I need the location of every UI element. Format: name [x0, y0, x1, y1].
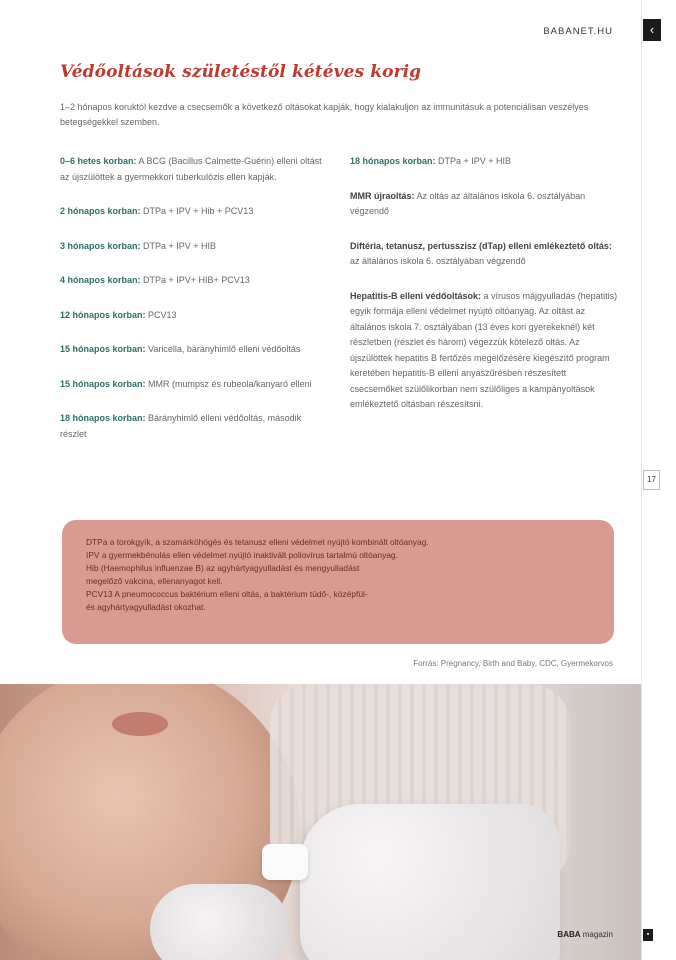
schedule-item	[350, 289, 618, 413]
magazine-suffix: magazin	[580, 930, 613, 939]
schedule-text: Varicella, bárányhimlő elleni védőoltás	[145, 344, 301, 354]
schedule-item	[60, 377, 328, 393]
site-name: BABANET.HU	[543, 26, 613, 37]
vaccine-abbreviations-note	[62, 520, 614, 644]
note-line: DTPa a torokgyík, a szamárköhögés és tetanusz elleni védelmet nyújtó kombinált oltóanyag.	[86, 537, 429, 547]
schedule-text: a vírusos májgyulladás (hepatitis) egyik formája elleni védelmet nyújtó oltóanyag. Az oltást az általános iskola 7. osztályában (13 éves kori gyerekeknél) két részletben (részlet és három) végezzük kötelező oltás. Az újszülöttek hepatitis B fertőzés megelőzésére kiegészítő program keretében hepatitis-B elleni anyaszűrésben részesített csecsemőket szülőlikorban nem szülőliges a kampányoltások emlékeztető oltásban részesítsni.	[350, 290, 618, 409]
schedule-label: 15 hónapos korban:	[60, 344, 146, 354]
schedule-text: DTPa + IPV + HIB	[435, 156, 512, 166]
schedule-label: Diftéria, tetanusz, pertusszisz (dTap) elleni emlékeztető oltás:	[350, 240, 612, 251]
article-intro: 1–2 hónapos koruktól kezdve a csecsemők a következő oltásokat kapják, hogy kialakuljon az immunitásuk a potenciálisan veszélyes betegségekkel szemben.	[60, 102, 589, 127]
article-title: Védőoltások születéstől kétéves korig	[60, 62, 422, 82]
schedule-label: 4 hónapos korban:	[60, 275, 141, 285]
schedule-column-right	[350, 154, 618, 499]
schedule-item	[60, 204, 328, 220]
schedule-label: 12 hónapos korban:	[60, 309, 146, 320]
schedule-label: 0–6 hetes korban:	[60, 156, 137, 166]
schedule-text: DTPa + IPV+ HIB+ PCV13	[140, 275, 250, 285]
schedule-label: 18 hónapos korban:	[60, 413, 146, 423]
gloved-hand-shape	[150, 884, 290, 960]
note-line: megelőző vakcina, ellenanyagot kell.	[86, 576, 223, 586]
schedule-text: DTPa + IPV + Hib + PCV13	[140, 206, 254, 216]
schedule-item	[60, 273, 328, 289]
schedule-text: A BCG (Bacillus Calmette-Guérin) elleni oltást az újszülöttek a gyermekkori tuberkulózis ellen kapják.	[60, 156, 322, 182]
source-credit: Forrás: Pregnancy, Birth and Baby, CDC, Gyermekorvos	[413, 659, 613, 668]
side-page-number: 17	[643, 470, 660, 490]
note-line: IPV a gyermekbénulás ellen védelmet nyújtó inaktivált poliovírus tartalmú oltóanyag.	[86, 550, 398, 560]
gauze-pad-shape	[262, 844, 308, 880]
note-line: és agyhártyagyulladást okozhat.	[86, 602, 206, 612]
schedule-item	[350, 239, 618, 270]
schedule-column-left	[60, 154, 328, 461]
schedule-item	[350, 154, 618, 170]
schedule-label: Hepatitis-B elleni védőoltások:	[350, 290, 482, 301]
page-corner-marker: ▪	[643, 929, 653, 941]
schedule-item	[60, 308, 328, 324]
schedule-label: 3 hónapos korban:	[60, 240, 141, 251]
schedule-item	[60, 342, 328, 358]
schedule-text: PCV13	[145, 309, 177, 320]
schedule-text: az általános iskola 6. osztályában végzendő	[350, 256, 526, 266]
schedule-text: DTPa + IPV + HIB	[140, 240, 217, 251]
schedule-label: 2 hónapos korban:	[60, 206, 141, 216]
gloved-hand-shape	[300, 804, 560, 960]
schedule-item	[60, 239, 328, 255]
schedule-label: MMR újraoltás:	[350, 190, 415, 201]
schedule-item	[60, 411, 328, 442]
baby-mouth-shape	[112, 712, 168, 736]
schedule-text: Bárányhimlő elleni védőoltás, második részlet	[60, 413, 302, 439]
vaccination-photo	[0, 684, 641, 960]
note-line: Hib (Haemophilus influenzae B) az agyhártyagyulladást és mengyulladást	[86, 563, 360, 573]
magazine-footer	[557, 930, 613, 939]
schedule-text: Az oltás az általános iskola 6. osztályában végzendő	[350, 190, 586, 216]
magazine-name: BABA	[557, 930, 581, 939]
chevron-left-icon[interactable]: ‹	[643, 19, 661, 41]
schedule-label: 15 hónapos korban:	[60, 378, 146, 389]
note-line: PCV13 A pneumococcus baktérium elleni oltás, a baktérium tüdő-, középfül-	[86, 589, 368, 599]
schedule-item	[350, 189, 618, 220]
schedule-text: MMR (mumpsz és rubeola/kanyaró elleni	[145, 378, 312, 389]
schedule-item	[60, 154, 328, 185]
schedule-label: 18 hónapos korban:	[350, 156, 436, 166]
